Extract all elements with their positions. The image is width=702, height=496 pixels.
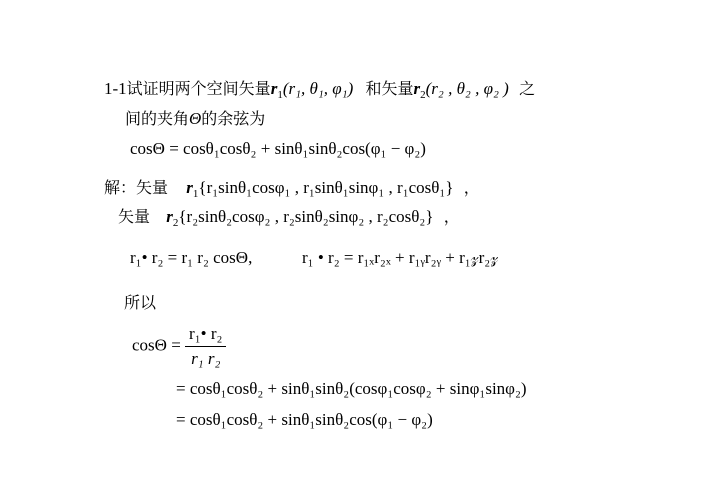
- comma-1: ，: [463, 178, 480, 197]
- vector-r2-symbol: r: [413, 79, 421, 98]
- vector-r2-subscript: 2: [420, 89, 426, 101]
- r2-components: {r₂sinθ₂cosφ₂ , r₂sinθ₂sinφ₂ , r₂cosθ₂}: [178, 207, 434, 226]
- solution-r2-symbol: r: [166, 207, 173, 226]
- solution-label: 解：: [104, 178, 137, 197]
- problem-statement-line1: [104, 78, 535, 100]
- fraction-denominator: r₁ r₂: [191, 349, 221, 368]
- vector-word-2: 矢量: [118, 207, 151, 226]
- solution-r1-line: [104, 177, 480, 199]
- r1-components: {r₁sinθ₁cosφ₁ , r₁sinθ₁sinφ₁ , r₁cosθ₁}: [198, 178, 454, 197]
- problem-text-1: 试证明两个空间矢量: [126, 79, 271, 98]
- fraction: [185, 324, 226, 369]
- vector-r1-subscript: 1: [277, 89, 283, 101]
- problem-number: 1-1: [104, 79, 127, 98]
- vector-r1-symbol: r: [270, 79, 278, 98]
- problem-statement-line2: [125, 108, 265, 130]
- fraction-numerator: r₁• r₂: [185, 324, 226, 347]
- problem-text-2: 间的夹角: [125, 109, 190, 128]
- theta-symbol: Θ: [189, 109, 202, 128]
- derivation-step2: = cosθ₁cosθ₂ + sinθ₁sinθ₂cos(φ₁ − φ₂): [176, 410, 433, 429]
- solution-r2-line: [118, 206, 460, 228]
- cos-theta-lhs: cosΘ =: [132, 335, 181, 355]
- vector-r2-args: (r₂ , θ₂ , φ₂ ): [425, 79, 509, 98]
- therefore-label: 所以: [124, 293, 157, 312]
- solution-r1-symbol: r: [186, 178, 193, 197]
- vector-word-1: 矢量: [136, 178, 169, 197]
- dot-product-eq1: r₁• r₂ = r₁ r₂ cosΘ,: [130, 248, 253, 267]
- problem-text-and: 和矢量: [365, 79, 414, 98]
- problem-text-3: 的余弦为: [201, 109, 266, 128]
- comma-2: ，: [443, 207, 460, 226]
- derivation-step1: = cosθ₁cosθ₂ + sinθ₁sinθ₂(cosφ₁cosφ₂ + sinφ₁sinφ₂): [176, 379, 527, 398]
- solution-r1-subscript: 1: [192, 188, 199, 200]
- vector-r1-args: (r₁, θ₁, φ₁): [282, 79, 354, 98]
- cos-theta-fraction-line: [132, 324, 226, 369]
- formula-to-prove: cosΘ = cosθ₁cosθ₂ + sinθ₁sinθ₂cos(φ₁ − φ₂): [130, 139, 426, 158]
- dot-product-eq2: r₁ • r₂ = r₁ₓr₂ₓ + r₁ᵧr₂ᵧ + r₁𝓏r₂𝓏: [302, 248, 499, 267]
- problem-text-zhi: 之: [519, 79, 536, 98]
- solution-r2-subscript: 2: [172, 217, 179, 229]
